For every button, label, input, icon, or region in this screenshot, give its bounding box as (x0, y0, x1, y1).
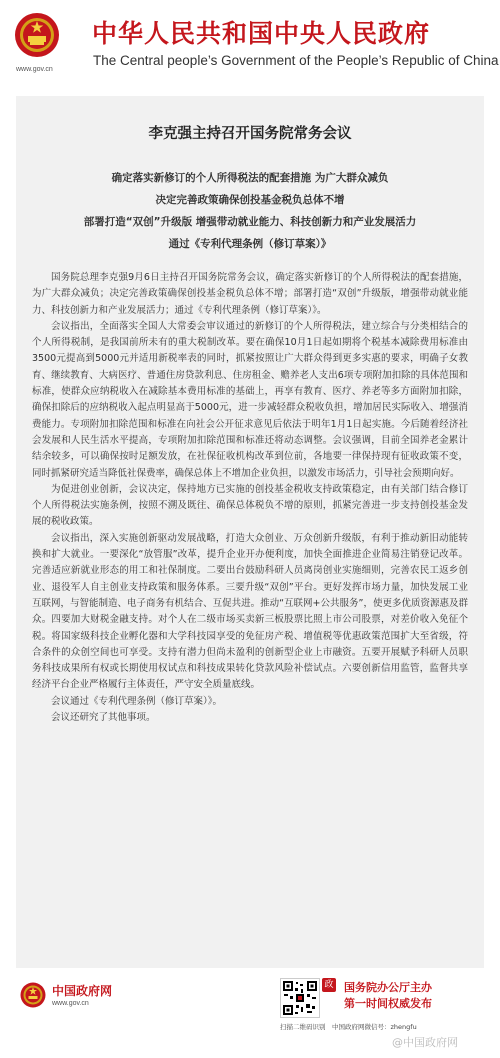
qr-badge: 政 (322, 978, 336, 992)
site-subtitle: The Central people’s Government of the People’s Republic of China (93, 53, 499, 68)
weibo-watermark: @中国政府网 (392, 1036, 458, 1049)
article-paragraph: 会议指出，深入实施创新驱动发展战略，打造大众创业、万众创新升级版，有利于推动新旧动能转换和扩大就业。一要深化“放管服”改革，提升企业开办便利度，加快全面推进企业简易注销登记改革。完善适应新就业形态的用工和社保制度。二要出台鼓励科研人员离岗创业实施细则，完善农民工返乡创业、退役军人自主创业支持政策和服务体系。三要升级“双创”平台。更好发挥市场力量，加快发展工业互联网，与智能制造、电子商务有机结合、互促共进。推动“互联网+公共服务”，使更多优质资源惠及群众。四要加大财税金融支持。对个人在二级市场买卖新三板股票比照上市公司股票，对差价收入免征个税。将国家级科技企业孵化器和大学科技园享受的免征房产税、增值税等优惠政策范围扩大至省级，符合条件的众创空间也可享受。支持有潜力但尚未盈利的创新型企业上市融资。五要开展赋予科研人员职务科技成果所有权或长期使用权试点和科技成果转化贷款风险补偿试点。六要创新信用监管，监督共享经济平台企业严格履行主体责任，严守安全质量底线。 (32, 532, 468, 691)
article-body (32, 270, 468, 726)
site-footer (0, 974, 500, 1058)
site-title: 中华人民共和国中央人民政府 (92, 19, 431, 48)
article-subtitle: 通过《专利代理条例（修订草案）》 (168, 238, 332, 250)
article-subtitle: 决定完善政策确保创投基金税负总体不增 (155, 194, 345, 206)
article-subtitle: 部署打造“双创”升级版 增强带动就业能力、科技创新力和产业发展活力 (83, 216, 417, 228)
footer-slogan: 第一时间权威发布 (344, 997, 432, 1010)
article-subtitle: 确定落实新修订的个人所得税法的配套措施 为广大群众减负 (111, 172, 389, 184)
site-url[interactable]: www.gov.cn (16, 66, 53, 73)
footer-slogan: 国务院办公厅主办 (344, 981, 432, 994)
article-panel (16, 96, 484, 968)
site-header (0, 0, 500, 86)
qr-code-icon (280, 978, 320, 1018)
article-paragraph: 会议还研究了其他事项。 (51, 712, 156, 724)
footer-scan-text: 扫描二维码识别 中国政府网微信号：zhengfu (280, 1023, 417, 1031)
article-paragraph: 会议通过《专利代理条例（修订草案）》。 (51, 695, 223, 707)
article-paragraph: 会议指出，全面落实全国人大常委会审议通过的新修订的个人所得税法，建立综合与分类相结合的个人所得税制，是我国前所未有的重大税制改革。要在确保10月1日起如期将个税基本减除费用标准由3500元提高到5000元并适用新税率表的同时，抓紧按照让广大群众得到更多实惠的要求，明确子女教育、继续教育、大病医疗、普通住房贷款利息、住房租金、赡养老人支出6项专项附加扣除的具体范围和标准，使群众应纳税收入在减除基本费用标准的基础上，再享有教育、医疗、养老等多方面附加扣除，确保扣除后的应纳税收入起点明显高于5000元，进一步减轻群众税收负担，增加居民实际收入、增强消费能力。专项附加扣除范围和标准在向社会公开征求意见后依法于明年1月1日起实施。今后随着经济社会发展和人民生活水平提高，专项附加扣除范围和标准还将动态调整。会议强调，目前全国养老金累计结余较多，可以确保按时足额发放，在社保征收机构改革到位前，各地要一律保持现有征收政策不变，同时抓紧研究适当降低社保费率，确保总体上不增加企业负担，以激发市场活力，引导社会预期向好。 (32, 320, 468, 479)
article-paragraph: 国务院总理李克强9月6日主持召开国务院常务会议，确定落实新修订的个人所得税法的配套措施，为广大群众减负；决定完善政策确保创投基金税负总体不增；部署打造“双创”升级版，增强带动就业能力、科技创新力和产业发展活力；通过《专利代理条例（修订草案）》。 (32, 272, 468, 316)
national-emblem-icon (20, 982, 46, 1008)
footer-site-name: 中国政府网 (52, 984, 113, 998)
footer-site-url[interactable]: www.gov.cn (52, 1000, 89, 1007)
article-paragraph: 为促进创业创新，会议决定，保持地方已实施的创投基金税收支持政策稳定，由有关部门结合修订个人所得税法实施条例，按照不溯及既往、确保总体税负不增的原则，抓紧完善进一步支持创投基金发展的税收政策。 (32, 483, 468, 528)
article-title: 李克强主持召开国务院常务会议 (148, 126, 352, 142)
national-emblem-icon (14, 12, 60, 58)
